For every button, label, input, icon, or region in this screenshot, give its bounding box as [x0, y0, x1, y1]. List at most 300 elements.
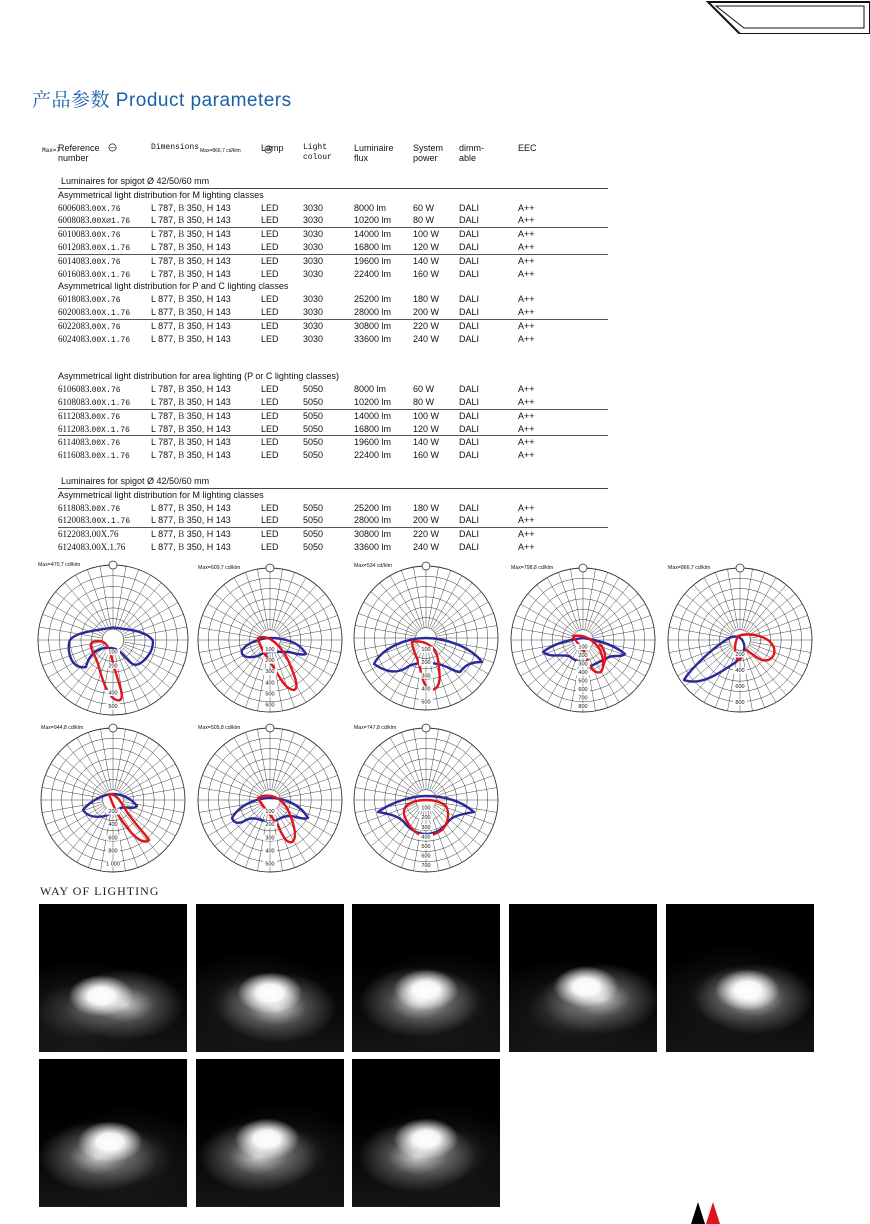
dimensions — [151, 306, 231, 319]
dimension-rest: 350, H 143 — [186, 423, 231, 434]
system-power: 200 W — [413, 306, 440, 317]
polar-tick-label: 400 — [578, 669, 588, 676]
reference-base: 6124083.00X.1.76 — [58, 541, 126, 552]
dimension-rest: 350, H 143 — [186, 320, 231, 331]
dimension-length: L 787, — [151, 423, 176, 434]
table-body — [58, 175, 608, 554]
polar-chart-svg — [350, 558, 502, 718]
light-glow — [39, 904, 187, 1052]
dimensions — [151, 410, 231, 423]
lamp-type: LED — [261, 294, 279, 305]
system-power: 180 W — [413, 294, 440, 305]
reference-base: 6018083. — [58, 294, 92, 305]
header-dimmable-2: able — [459, 153, 477, 163]
dimmable: DALI — [459, 202, 480, 213]
lamp-icon — [422, 562, 430, 570]
dimension-b: B — [178, 255, 185, 266]
polar-tick-label: 400 — [265, 680, 275, 687]
light-glow — [196, 904, 344, 1052]
luminaire-flux: 8000 lm — [354, 202, 387, 213]
system-power: 100 W — [413, 229, 440, 240]
dimmable: DALI — [459, 384, 480, 395]
group-title: Asymmetrical light distribution for area lighting (P or C lighting classes) — [58, 371, 339, 382]
lamp-type: LED — [261, 515, 279, 526]
polar-tick-label: 200 — [421, 815, 431, 822]
dimension-b: B — [178, 320, 185, 331]
luminaire-flux: 10200 lm — [354, 215, 392, 226]
system-power: 120 W — [413, 423, 440, 434]
dimension-b: B — [178, 202, 185, 213]
polar-tick-label: 100 — [421, 805, 431, 812]
lighting-photo — [39, 904, 187, 1052]
light-colour: 5050 — [303, 437, 324, 448]
lighting-photo — [666, 904, 814, 1052]
luminaire-flux: 25200 lm — [354, 294, 392, 305]
header-power: power — [413, 153, 438, 163]
polar-diagram — [37, 720, 189, 880]
reference-suffix: 00X.1.76 — [91, 425, 130, 435]
eec-class: A++ — [518, 215, 535, 226]
table-row — [58, 383, 608, 396]
polar-tick-label: 500 — [265, 861, 275, 868]
reference-suffix: 00X.76 — [91, 386, 121, 396]
reference-base: 6024083. — [58, 333, 92, 344]
system-power: 240 W — [413, 541, 440, 552]
dimmable: DALI — [459, 306, 480, 317]
dimmable: DALI — [459, 333, 480, 344]
polar-tick-label: 100 — [108, 649, 118, 656]
dimmable: DALI — [459, 423, 480, 434]
dimensions — [151, 423, 231, 436]
reference-suffix: 00X.1.76 — [91, 308, 131, 318]
polar-tick-label: 300 — [265, 835, 275, 842]
reference-base: 6120083. — [58, 515, 92, 526]
system-power: 100 W — [413, 410, 440, 421]
dimensions — [151, 502, 231, 515]
dimmable: DALI — [459, 396, 480, 407]
reference-base: 6014083. — [58, 255, 92, 266]
polar-tick-label: 500 — [421, 699, 431, 706]
lamp-type: LED — [261, 241, 279, 252]
reference-suffix: 00X.76 — [91, 439, 121, 449]
dimensions — [151, 528, 231, 541]
table-row — [58, 293, 608, 306]
lamp-type: LED — [261, 215, 279, 226]
polar-tick-label: 200 — [265, 822, 275, 829]
table-row — [58, 202, 608, 215]
luminaire-flux: 16800 lm — [354, 423, 392, 434]
reference-number — [58, 449, 130, 464]
lamp-icon — [579, 564, 587, 572]
dimension-b: B — [178, 306, 185, 317]
system-power: 120 W — [413, 241, 440, 252]
group-title: Asymmetrical light distribution for P and C lighting classes — [58, 281, 289, 292]
polar-tick-label: 800 — [108, 848, 118, 855]
luminaire-flux: 28000 lm — [354, 515, 392, 526]
polar-tick-label: 400 — [421, 834, 431, 841]
system-power: 140 W — [413, 255, 440, 266]
light-glow — [352, 904, 500, 1052]
dimension-b: B — [178, 396, 185, 407]
dimmable: DALI — [459, 294, 480, 305]
lamp-type: LED — [261, 202, 279, 213]
lamp-type: LED — [261, 255, 279, 266]
dimension-length: L 877, — [151, 306, 176, 317]
dimmable: DALI — [459, 529, 480, 540]
polar-tick-label: 600 — [578, 686, 588, 693]
table-row — [58, 214, 608, 227]
lighting-photo — [39, 1059, 187, 1207]
polar-diagram — [350, 558, 502, 718]
polar-chart-svg — [350, 720, 502, 880]
luminaire-flux: 22400 lm — [354, 450, 392, 461]
polar-max-label: Max=866,7 cd/klm — [668, 565, 711, 571]
polar-diagrams — [0, 560, 870, 870]
dimmable: DALI — [459, 255, 480, 266]
luminaire-flux: 33600 lm — [354, 541, 392, 552]
luminaire-flux: 14000 lm — [354, 410, 392, 421]
eec-class: A++ — [518, 396, 535, 407]
light-colour: 5050 — [303, 502, 324, 513]
lamp-type: LED — [261, 410, 279, 421]
reference-suffix: 00X.1.76 — [91, 452, 130, 462]
eec-class: A++ — [518, 410, 535, 421]
lighting-photo — [196, 1059, 344, 1207]
polar-max-label: Max=470,7 cd/klm — [38, 562, 81, 568]
eec-class: A++ — [518, 241, 535, 252]
light-colour: 3030 — [303, 202, 324, 213]
dimension-length: L 877, — [151, 529, 176, 540]
dimension-rest: 350, H 143 — [186, 306, 231, 317]
lamp-icon — [266, 564, 274, 572]
lighting-photo — [352, 904, 500, 1052]
polar-tick-label: 200 — [421, 660, 431, 667]
luminaire-flux: 8000 lm — [354, 384, 387, 395]
dimensions — [151, 214, 231, 227]
system-power: 240 W — [413, 333, 440, 344]
light-colour: 3030 — [303, 255, 324, 266]
dimmable: DALI — [459, 450, 480, 461]
light-glow — [666, 904, 814, 1052]
reference-number — [58, 333, 130, 348]
luminaire-flux: 25200 lm — [354, 502, 392, 513]
lamp-type: LED — [261, 268, 279, 279]
dimension-rest: 350, H 143 — [186, 450, 231, 461]
overlap-max-label-2: Max=866,7 cd/klm — [200, 148, 241, 154]
section-title: Luminaires for spigot Ø 42/50/60 mm — [58, 175, 608, 189]
eec-class: A++ — [518, 320, 535, 331]
lamp-type: LED — [261, 396, 279, 407]
polar-diagram — [34, 557, 192, 723]
system-power: 160 W — [413, 268, 440, 279]
eec-class: A++ — [518, 202, 535, 213]
eec-class: A++ — [518, 529, 535, 540]
dimension-length: L 787, — [151, 202, 176, 213]
light-colour: 3030 — [303, 320, 324, 331]
way-of-lighting-title: WAY OF LIGHTING — [40, 884, 160, 898]
polar-diagram — [664, 560, 816, 720]
dimension-length: L 877, — [151, 320, 176, 331]
eec-class: A++ — [518, 450, 535, 461]
eec-class: A++ — [518, 294, 535, 305]
dimension-rest: 350, H 143 — [186, 541, 231, 552]
eec-class: A++ — [518, 502, 535, 513]
polar-tick-label: 100 — [265, 809, 275, 816]
section-title: Luminaires for spigot Ø 42/50/60 mm — [58, 475, 608, 489]
reference-base: 6122083.00X.76 — [58, 529, 119, 540]
dimension-rest: 350, H 143 — [186, 333, 231, 344]
reference-suffix: 00X.1.76 — [91, 243, 131, 253]
header-reference: Reference — [58, 143, 100, 153]
table-row — [58, 541, 608, 554]
polar-tick-label: 400 — [421, 686, 431, 693]
polar-tick-label: 400 — [108, 690, 118, 697]
reference-suffix: 00X.76 — [91, 412, 121, 422]
dimension-length: L 787, — [151, 268, 176, 279]
dimension-b: B — [178, 333, 185, 344]
polar-tick-label: 800 — [578, 703, 588, 710]
dimension-b: B — [178, 268, 185, 279]
dimmable: DALI — [459, 229, 480, 240]
reference-base: 6012083. — [58, 241, 92, 252]
light-colour: 5050 — [303, 410, 324, 421]
eec-class: A++ — [518, 541, 535, 552]
dimension-length: L 877, — [151, 541, 176, 552]
lighting-photo — [196, 904, 344, 1052]
lamp-icon — [266, 724, 274, 732]
dimensions — [151, 541, 231, 554]
table-row — [58, 502, 608, 515]
lamp-icon — [109, 724, 117, 732]
polar-tick-label: 600 — [421, 853, 431, 860]
dimmable: DALI — [459, 410, 480, 421]
table-row — [58, 227, 608, 241]
luminaire-flux: 14000 lm — [354, 229, 392, 240]
reference-suffix: 00X.1.76 — [91, 398, 131, 408]
spec-table — [42, 143, 608, 554]
system-power: 180 W — [413, 502, 440, 513]
dimmable: DALI — [459, 215, 480, 226]
polar-tick-label: 600 — [735, 684, 745, 690]
dimensions — [151, 320, 231, 333]
polar-tick-label: 400 — [735, 668, 745, 674]
dimension-rest: 350, H 143 — [186, 215, 231, 226]
light-colour: 5050 — [303, 450, 324, 461]
reference-base: 6016083. — [58, 268, 92, 279]
reference-base: 6020083. — [58, 306, 92, 317]
header-lamp: Lamp — [261, 143, 284, 153]
lamp-type: LED — [261, 437, 279, 448]
polar-chart-svg — [507, 560, 659, 720]
dimension-b: B — [178, 229, 185, 240]
table-row — [58, 396, 608, 409]
dimension-rest: 350, H 143 — [186, 202, 231, 213]
reference-base: 6022083. — [58, 320, 92, 331]
dimension-rest: 350, H 143 — [186, 515, 231, 526]
header-light: Light — [303, 143, 328, 152]
reference-suffix: 00X.76 — [91, 204, 121, 214]
brand-logo-mark — [688, 1198, 728, 1224]
dimension-length: L 787, — [151, 255, 176, 266]
polar-grid-circle — [730, 630, 751, 651]
group-title: Asymmetrical light distribution for M lighting classes — [58, 489, 264, 500]
dimmable: DALI — [459, 502, 480, 513]
dimmable: DALI — [459, 241, 480, 252]
eec-class: A++ — [518, 268, 535, 279]
light-colour: 5050 — [303, 529, 324, 540]
table-row — [58, 268, 608, 281]
system-power: 60 W — [413, 202, 435, 213]
polar-tick-label: 500 — [265, 691, 275, 698]
lamp-type: LED — [261, 320, 279, 331]
reference-base: 6112083. — [58, 410, 92, 421]
dimension-rest: 350, H 143 — [186, 396, 231, 407]
lamp-icon — [736, 564, 744, 572]
reference-base: 6114083. — [58, 437, 92, 448]
luminaire-flux: 28000 lm — [354, 306, 392, 317]
lamp-icon — [109, 561, 117, 569]
polar-chart-svg — [37, 720, 189, 880]
luminaire-flux: 22400 lm — [354, 268, 392, 279]
dimension-b: B — [178, 541, 185, 552]
reference-suffix: 00X.76 — [91, 296, 121, 306]
light-colour: 3030 — [303, 229, 324, 240]
dimmable: DALI — [459, 541, 480, 552]
dimensions — [151, 241, 231, 254]
dimensions — [151, 333, 231, 346]
dimension-length: L 787, — [151, 229, 176, 240]
table-row — [58, 306, 608, 319]
system-power: 80 W — [413, 396, 435, 407]
dimension-b: B — [178, 384, 185, 395]
lamp-type: LED — [261, 306, 279, 317]
dimensions — [151, 268, 231, 281]
table-row — [58, 435, 608, 449]
dimension-b: B — [178, 502, 185, 513]
dimension-rest: 350, H 143 — [186, 255, 231, 266]
group-title: Asymmetrical light distribution for M lighting classes — [58, 189, 264, 200]
light-colour: 5050 — [303, 423, 324, 434]
dimmable: DALI — [459, 320, 480, 331]
polar-diagram — [507, 560, 659, 720]
polar-tick-label: 200 — [108, 809, 118, 816]
reference-base: 6010083. — [58, 229, 92, 240]
dimension-b: B — [178, 410, 185, 421]
polar-tick-label: 800 — [735, 700, 745, 706]
polar-diagram — [194, 720, 346, 880]
dimension-b: B — [178, 215, 185, 226]
luminaire-flux: 30800 lm — [354, 529, 392, 540]
dimensions — [151, 436, 231, 449]
header-colour: colour — [303, 153, 332, 162]
dimension-rest: 350, H 143 — [186, 529, 231, 540]
polar-tick-label: 300 — [265, 669, 275, 676]
luminaire-flux: 33600 lm — [354, 333, 392, 344]
polar-chart-svg — [34, 557, 192, 723]
dimension-b: B — [178, 437, 185, 448]
polar-max-label: Max=798,8 cd/klm — [511, 565, 554, 571]
polar-tick-label: 500 — [578, 678, 588, 685]
dimension-b: B — [178, 515, 185, 526]
polar-chart-svg — [194, 720, 346, 880]
dimensions — [151, 396, 231, 409]
system-power: 220 W — [413, 529, 440, 540]
polar-tick-label: 300 — [578, 661, 588, 668]
dimension-length: L 877, — [151, 333, 176, 344]
reference-suffix: 00X.1.76 — [91, 270, 131, 280]
dimensions — [151, 293, 231, 306]
light-glow — [196, 1059, 344, 1207]
polar-chart-svg — [664, 560, 816, 720]
dimension-rest: 350, H 143 — [186, 268, 231, 279]
polar-diagram — [350, 720, 502, 880]
dimensions — [151, 255, 231, 268]
reference-suffix: 00X.1.76 — [91, 335, 131, 345]
lamp-icon — [108, 143, 117, 154]
table-row — [58, 319, 608, 333]
light-colour: 5050 — [303, 396, 324, 407]
lighting-photo — [509, 904, 657, 1052]
reference-suffix: 00X.76 — [91, 231, 121, 241]
table-row — [58, 527, 608, 541]
lamp-type: LED — [261, 229, 279, 240]
polar-tick-label: 100 — [578, 644, 588, 651]
table-row — [58, 514, 608, 527]
light-colour: 5050 — [303, 384, 324, 395]
dimension-rest: 350, H 143 — [186, 384, 231, 395]
dimension-length: L 877, — [151, 515, 176, 526]
table-row — [58, 241, 608, 254]
light-glow — [352, 1059, 500, 1207]
polar-max-label: Max=944,8 cd/klm — [41, 725, 84, 731]
polar-tick-label: 100 — [421, 647, 431, 654]
eec-class: A++ — [518, 437, 535, 448]
polar-tick-label: 300 — [421, 824, 431, 831]
dimension-rest: 350, H 143 — [186, 241, 231, 252]
system-power: 200 W — [413, 515, 440, 526]
system-power: 60 W — [413, 384, 435, 395]
light-glow — [509, 904, 657, 1052]
polar-tick-label: 600 — [265, 702, 275, 709]
lamp-icon-2 — [264, 145, 273, 156]
dimensions — [151, 228, 231, 241]
dimension-rest: 350, H 143 — [186, 502, 231, 513]
dimension-rest: 350, H 143 — [186, 229, 231, 240]
reference-base: 6116083. — [58, 450, 92, 461]
lamp-type: LED — [261, 529, 279, 540]
polar-chart-svg — [194, 560, 346, 720]
polar-tick-label: 600 — [108, 835, 118, 842]
dimension-b: B — [178, 294, 185, 305]
reference-base: 6106083. — [58, 384, 92, 395]
dimension-length: L 787, — [151, 437, 176, 448]
dimension-b: B — [178, 529, 185, 540]
polar-tick-label: 700 — [578, 695, 588, 702]
dimmable: DALI — [459, 437, 480, 448]
header-luminaire: Luminaire — [354, 143, 394, 153]
polar-max-label: Max=534 cd/klm — [354, 563, 392, 569]
table-row — [58, 409, 608, 423]
lighting-photo — [352, 1059, 500, 1207]
luminaire-flux: 19600 lm — [354, 437, 392, 448]
luminaire-flux: 16800 lm — [354, 241, 392, 252]
lamp-type: LED — [261, 423, 279, 434]
luminaire-flux: 30800 lm — [354, 320, 392, 331]
eec-class: A++ — [518, 384, 535, 395]
light-colour: 3030 — [303, 215, 324, 226]
eec-class: A++ — [518, 306, 535, 317]
page-title: 产品参数 Product parameters — [32, 90, 292, 111]
